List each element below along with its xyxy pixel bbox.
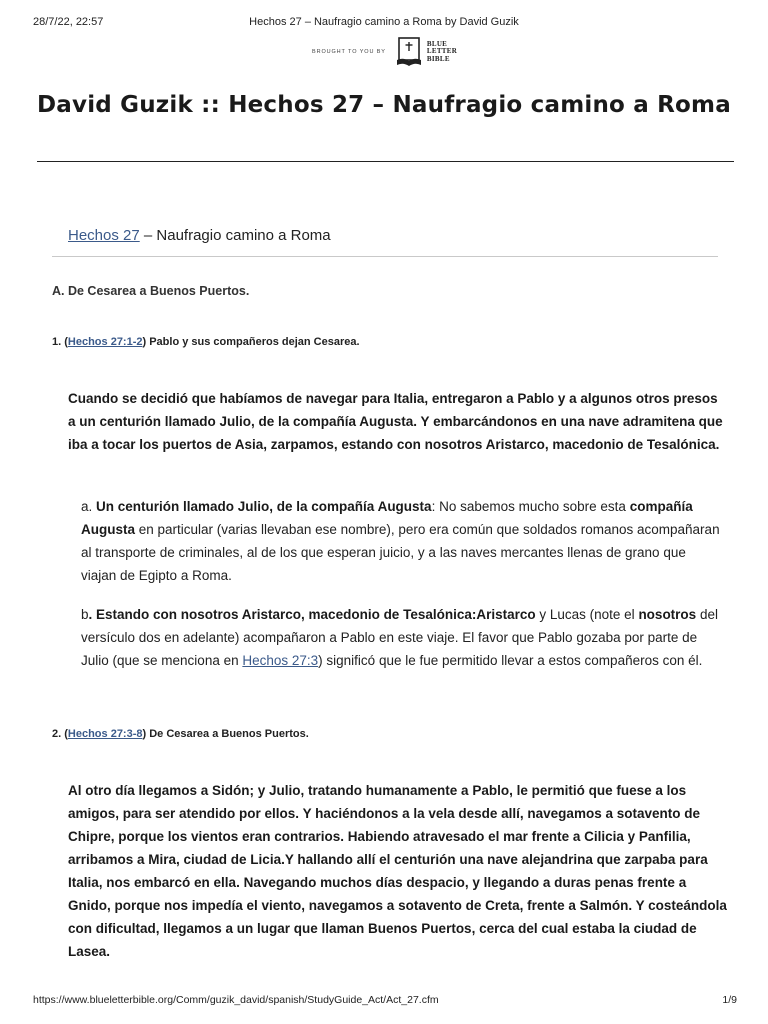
page-number: 1/9 xyxy=(722,994,737,1006)
brought-to-you-by-label: BROUGHT TO YOU BY xyxy=(312,49,386,55)
point-heading-1: 1. (Hechos 27:1-2) Pablo y sus compañeros dejan Cesarea. xyxy=(52,336,360,348)
blue-letter-bible-logo[interactable] xyxy=(312,35,457,69)
chapter-subtitle: – Naufragio camino a Roma xyxy=(139,227,331,244)
scripture-passage-1: Cuando se decidió que habíamos de navegar para Italia, entregaron a Pablo y a algunos otros presos a un centurión llamado Julio, de la compañía Augusta. Y embarcándonos en una nave adramitena que iba a tocar los puertos de Asia, zarpamos, estando con nosotros Aristarco, macedonio de Tesalónica. xyxy=(68,391,723,452)
blue-letter-bible-wordmark: BLUE LETTER BIBLE xyxy=(426,39,458,63)
title-divider xyxy=(37,161,734,162)
scripture-passage-2: Al otro día llegamos a Sidón; y Julio, tratando humanamente a Pablo, le permitió que fuese a los amigos, para ser atendido por ellos. Y haciéndonos a la vela desde allí, navegamos a sotavento de Chipre, porque los vientos eran contrarios. Habiendo atravesado el mar frente a Cilicia y Panfilia, arribamos a Mira, ciudad de Licia.Y hallando allí el centurión una nave alejandrina que zarpaba para Italia, nos embarcó en ella. Navegando muchos días despacio, y llegando a duras penas frente a Gnido, porque nos impedía el viento, navegamos a sotavento de Creta, frente a Salmón. Y costeándola con dificultad, llegamos a un lugar que llaman Buenos Puertos, cerca del cual estaba la ciudad de Lasea. xyxy=(68,783,727,959)
section-heading: A. De Cesarea a Buenos Puertos. xyxy=(52,284,250,298)
commentary-note-b: b. Estando con nosotros Aristarco, macedonio de Tesalónica:Aristarco y Lucas (note el nosotros del versículo dos en adelante) acompañaron a Pablo en este viaje. El favor que Pablo gozaba por parte de Julio (que se menciona en Hechos 27:3) significó que le fue permitido llevar a estos compañeros con él. xyxy=(81,607,718,668)
commentary-note-a: a. Un centurión llamado Julio, de la compañía Augusta: No sabemos mucho sobre esta compañía Augusta en particular (varias llevaban ese nombre), pero era común que soldados romanos acompañaran al transporte de criminales, al de los que esperan juicio, y a las naves mercantes llenas de grano que viajan de Egipto a Roma. xyxy=(81,499,720,583)
subheading-divider xyxy=(52,256,718,257)
print-date: 28/7/22, 22:57 xyxy=(33,16,104,28)
chapter-link[interactable]: Hechos 27 xyxy=(68,227,140,244)
verse-link-27-3-8[interactable]: Hechos 27:3-8 xyxy=(67,728,143,740)
open-book-cross-icon xyxy=(396,36,422,68)
point-heading-2: 2. (Hechos 27:3-8) De Cesarea a Buenos Puertos. xyxy=(52,728,309,740)
verse-link-27-3[interactable]: Hechos 27:3 xyxy=(242,653,319,668)
verse-link-27-1-2[interactable]: Hechos 27:1-2 xyxy=(67,336,143,348)
page-title: David Guzik :: Hechos 27 – Naufragio camino a Roma xyxy=(37,92,731,118)
page-url: https://www.blueletterbible.org/Comm/guzik_david/spanish/StudyGuide_Act/Act_27.cfm xyxy=(33,994,439,1006)
chapter-subheading xyxy=(68,227,331,244)
print-document-title: Hechos 27 – Naufragio camino a Roma by David Guzik xyxy=(249,16,519,28)
